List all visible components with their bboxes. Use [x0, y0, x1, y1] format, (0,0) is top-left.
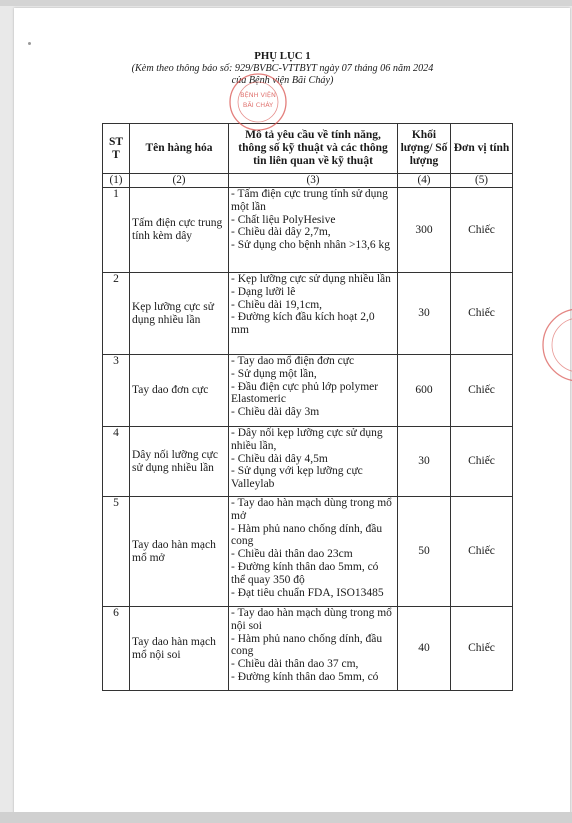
table-row	[103, 607, 513, 691]
item-unit: Chiếc	[451, 497, 513, 607]
item-quantity: 30	[398, 427, 451, 497]
row-number: 5	[103, 497, 130, 607]
row-number: 6	[103, 607, 130, 691]
document-header	[100, 50, 465, 88]
description-line: - Hàm phủ nano chống dính, đầu cong	[231, 632, 385, 658]
description-line: - Chiều dài dây 3m	[231, 406, 320, 419]
column-index: (2)	[130, 174, 229, 188]
description-line: - Đường kính thân dao 5mm, có thể quay 350 độ	[231, 560, 382, 586]
item-unit: Chiếc	[451, 427, 513, 497]
table-row	[103, 188, 513, 273]
description-line: - Chiều dài dây 2,7m,	[231, 226, 331, 239]
description-line: - Sử dụng với kẹp lưỡng cực Valleylab	[231, 465, 366, 491]
item-description	[229, 497, 398, 607]
description-line: - Chiều dài 19,1cm,	[231, 298, 323, 311]
column-header-stt: ST T	[103, 124, 130, 174]
item-unit: Chiếc	[451, 273, 513, 355]
item-quantity: 300	[398, 188, 451, 273]
description-line: - Tấm điện cực trung tính sử dụng một lần	[231, 188, 391, 213]
description-line: - Hàm phủ nano chống dính, đầu cong	[231, 522, 385, 548]
description-line: - Đầu điện cực phủ lớp polymer Elastomeric	[231, 380, 381, 406]
column-header-unit: Đơn vị tính	[451, 124, 513, 174]
stamp-text-bottom: BÃI CHÁY	[242, 101, 274, 109]
item-description	[229, 427, 398, 497]
item-quantity: 30	[398, 273, 451, 355]
description-line: - Đường kích đầu kích hoạt 2,0 mm	[231, 311, 378, 337]
table-row	[103, 273, 513, 355]
description-line: - Tay dao hàn mạch dùng trong mổ nội soi	[231, 607, 395, 632]
column-index: (4)	[398, 174, 451, 188]
row-number: 4	[103, 427, 130, 497]
column-index: (5)	[451, 174, 513, 188]
viewer-top-bar	[0, 0, 572, 6]
column-header-qty: Khối lượng/ Số lượng	[398, 124, 451, 174]
description-line: - Sử dụng cho bệnh nhân >13,6 kg	[231, 239, 391, 252]
column-header-desc: Mô tả yêu cầu về tính năng, thông số kỹ thuật và các thông tin liên quan về kỹ thuật	[229, 124, 398, 174]
item-name: Tấm điện cực trung tính kèm dây	[130, 188, 229, 273]
column-index-row	[103, 174, 513, 188]
page-speck	[28, 42, 31, 45]
row-number: 2	[103, 273, 130, 355]
item-name: Tay dao hàn mạch mổ mở	[130, 497, 229, 607]
item-description	[229, 607, 398, 691]
description-line: - Đường kính thân dao 5mm, có	[231, 670, 379, 683]
document-title: PHỤ LỤC 1	[254, 50, 311, 62]
table-row	[103, 355, 513, 427]
item-quantity: 40	[398, 607, 451, 691]
description-line: - Dạng lưỡi lê	[231, 285, 296, 298]
item-unit: Chiếc	[451, 355, 513, 427]
description-line: - Chiều dài thân dao 37 cm,	[231, 658, 359, 671]
stamp-text-top: BỆNH VIỆN	[240, 91, 276, 99]
column-index: (1)	[103, 174, 130, 188]
document-subtitle-line2: của Bệnh viện Bãi Cháy)	[231, 75, 334, 86]
table-row	[103, 427, 513, 497]
item-description	[229, 188, 398, 273]
description-line: - Đạt tiêu chuẩn FDA, ISO13485	[231, 586, 384, 599]
item-name: Kẹp lưỡng cực sử dụng nhiều lần	[130, 273, 229, 355]
table-row	[103, 497, 513, 607]
item-description	[229, 355, 398, 427]
description-line: - Dây nối kẹp lưỡng cực sử dụng nhiều lần,	[231, 427, 386, 452]
table-header-row	[103, 124, 513, 174]
row-number: 3	[103, 355, 130, 427]
requirements-table	[102, 123, 513, 691]
description-line: - Chiều dài thân dao 23cm	[231, 548, 353, 561]
item-quantity: 600	[398, 355, 451, 427]
description-line: - Tay dao mổ điện đơn cực	[231, 355, 355, 367]
item-name: Tay dao hàn mạch mổ nội soi	[130, 607, 229, 691]
description-line: - Chất liệu PolyHesive	[231, 213, 336, 226]
description-line: - Chiều dài dây 4,5m	[231, 452, 328, 465]
document-subtitle-line1: (Kèm theo thông báo số: 929/BVBC-VTTBYT ngày 07 tháng 06 năm 2024	[131, 62, 434, 74]
viewer-bottom-bar	[0, 812, 572, 823]
column-index: (3)	[229, 174, 398, 188]
item-name: Tay dao đơn cực	[130, 355, 229, 427]
row-number: 1	[103, 188, 130, 273]
description-line: - Kẹp lưỡng cực sử dụng nhiều lần	[231, 273, 391, 285]
item-unit: Chiếc	[451, 607, 513, 691]
item-name: Dây nối lưỡng cực sử dụng nhiều lần	[130, 427, 229, 497]
description-line: - Sử dụng một lần,	[231, 367, 317, 380]
item-quantity: 50	[398, 497, 451, 607]
column-header-name: Tên hàng hóa	[130, 124, 229, 174]
description-line: - Tay dao hàn mạch dùng trong mổ mở	[231, 497, 395, 522]
item-description	[229, 273, 398, 355]
item-unit: Chiếc	[451, 188, 513, 273]
